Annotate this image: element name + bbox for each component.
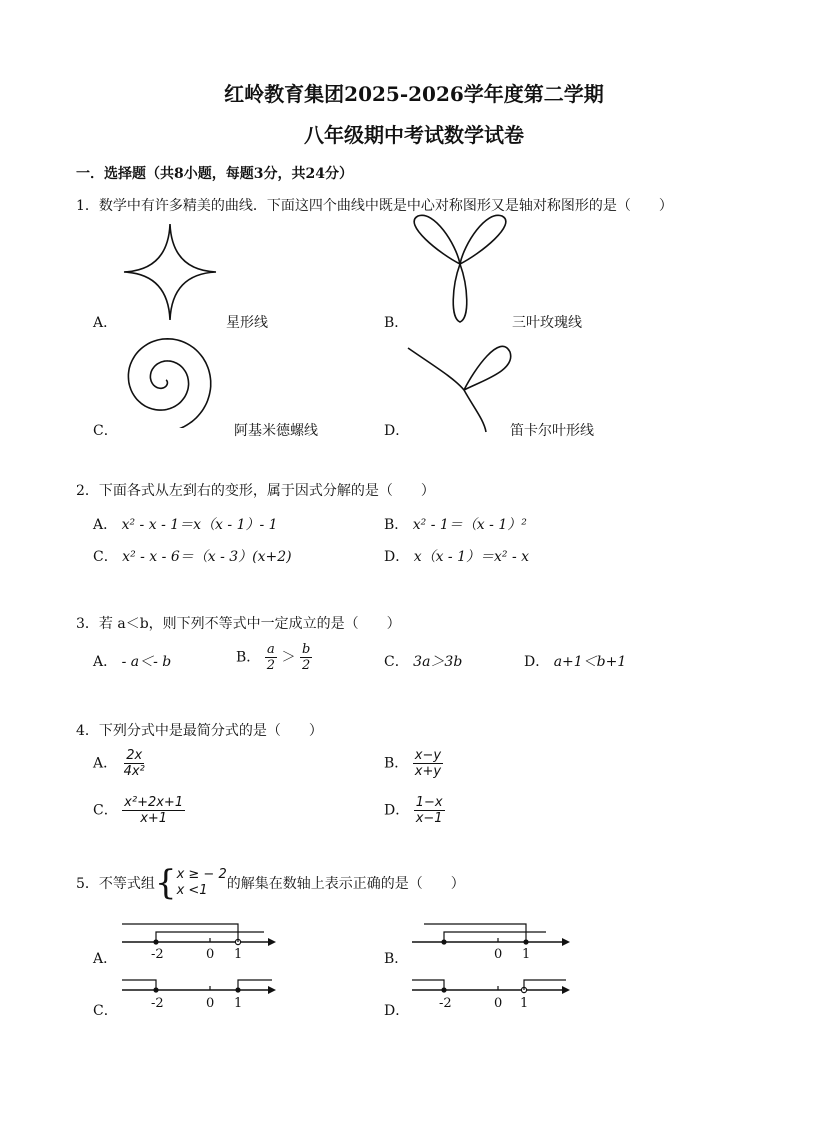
q5-stem-prefix: 5．不等式组 <box>76 876 155 892</box>
q3-option-a[interactable] <box>93 651 171 671</box>
section-heading: 一．选择题（共8小题，每题3分，共24分） <box>76 166 353 182</box>
q2-option-a[interactable] <box>93 514 278 534</box>
q4-option-d-frac <box>414 795 445 826</box>
q5-system <box>177 867 227 899</box>
q5-system-brace: { <box>154 863 177 903</box>
q2-option-c-letter: C． <box>93 549 118 565</box>
q5-d-tick-0: 0 <box>494 996 503 1011</box>
q4-c-numerator: x²+2x+1 <box>124 795 184 810</box>
q4-option-c[interactable] <box>93 795 185 826</box>
q5-b-tick-1: 1 <box>522 947 531 962</box>
q5-option-a-numberline <box>118 912 280 968</box>
q1-stem: 1．数学中有许多精美的曲线．下面这四个曲线中既是中心对称图形又是轴对称图形的是（ ） <box>76 198 673 214</box>
q4-stem: 4．下列分式中是最简分式的是（ ） <box>76 723 323 739</box>
q2-option-d-letter: D． <box>384 549 410 565</box>
q3-option-c-expr: 3a＞3b <box>413 654 463 670</box>
q2-option-b-expr: x² - 1＝（x - 1）² <box>412 517 527 533</box>
q2-option-a-expr: x² - x - 1＝x（x - 1）- 1 <box>121 517 278 533</box>
q4-option-c-frac <box>122 795 185 826</box>
q1-astroid-figure <box>110 222 230 328</box>
q3-b-den2: 2 <box>301 658 311 673</box>
q2-option-d-expr: x（x - 1）＝x² - x <box>413 549 530 565</box>
q4-b-denominator: x+y <box>414 764 442 779</box>
exam-title-line2: 八年级期中考试数学试卷 <box>304 123 524 147</box>
q4-option-c-letter: C． <box>93 802 118 819</box>
q5-option-a-letter[interactable]: A． <box>93 951 118 967</box>
q4-d-numerator: 1−x <box>415 795 443 810</box>
q3-b-den1: 2 <box>266 658 276 673</box>
q3-b-num1: a <box>267 642 275 657</box>
q2-option-c[interactable] <box>93 546 292 566</box>
q1-rose-figure <box>400 214 524 326</box>
q1-option-a-letter[interactable]: A． <box>93 315 118 331</box>
q1-option-b-letter[interactable]: B． <box>384 315 409 331</box>
q1-option-a-caption: 星形线 <box>226 315 268 331</box>
q5-a-tick-0: 0 <box>206 947 215 962</box>
q5-option-b-numberline <box>408 912 574 968</box>
q5-a-tick-1: 1 <box>234 947 243 962</box>
q4-option-d[interactable] <box>384 795 445 826</box>
q4-option-a[interactable] <box>93 748 147 779</box>
q3-option-d-letter: D． <box>524 654 550 670</box>
q3-option-d[interactable] <box>524 651 626 671</box>
q4-option-d-letter: D． <box>384 802 410 819</box>
q5-option-d-numberline <box>408 970 574 1022</box>
q3-option-b[interactable] <box>236 642 312 673</box>
q3-b-num2: b <box>301 642 311 657</box>
q4-option-b[interactable] <box>384 748 443 779</box>
q4-d-denominator: x−1 <box>415 811 443 826</box>
q3-option-c-letter: C． <box>384 654 409 670</box>
q1-folium-figure <box>404 330 524 434</box>
q4-option-b-frac <box>413 748 443 779</box>
q2-stem: 2．下面各式从左到右的变形，属于因式分解的是（ ） <box>76 483 435 499</box>
q4-c-denominator: x+1 <box>140 811 168 826</box>
q4-option-b-letter: B． <box>384 755 409 772</box>
q1-option-c-letter[interactable]: C． <box>93 423 118 439</box>
q2-option-d[interactable] <box>384 546 529 566</box>
q3-option-b-frac1 <box>265 642 277 673</box>
q5-option-c-numberline <box>118 970 280 1022</box>
q1-spiral-figure <box>114 328 236 428</box>
q5-a-tick-neg2: -2 <box>151 947 164 962</box>
q3-option-d-expr: a+1＜b+1 <box>553 654 627 670</box>
q1-option-d-letter[interactable]: D． <box>384 423 410 439</box>
q3-option-b-letter: B． <box>236 649 261 666</box>
q5-c-tick-0: 0 <box>206 996 215 1011</box>
q5-stem-suffix: 的解集在数轴上表示正确的是（ ） <box>226 876 465 892</box>
q5-system-line1: x ≥ − 2 <box>176 867 227 882</box>
q5-option-b-letter[interactable]: B． <box>384 951 409 967</box>
q5-stem <box>76 863 465 903</box>
q4-option-a-letter: A． <box>93 755 118 772</box>
q5-option-d-letter[interactable]: D． <box>384 1003 410 1019</box>
q3-option-b-frac2 <box>300 642 312 673</box>
q4-b-numerator: x−y <box>414 748 442 763</box>
q4-a-denominator: 4x² <box>123 764 145 779</box>
q2-option-b-letter: B． <box>384 517 409 533</box>
q3-b-relation: ＞ <box>281 649 296 666</box>
q5-b-tick-0: 0 <box>494 947 503 962</box>
q1-option-d-caption: 笛卡尔叶形线 <box>510 423 594 439</box>
q3-option-a-letter: A． <box>93 654 118 670</box>
q2-option-c-expr: x² - x - 6＝（x - 3）(x+2) <box>122 549 292 565</box>
q5-system-line2: x <1 <box>176 883 208 898</box>
exam-title-line1: 红岭教育集团2025-2026学年度第二学期 <box>224 82 604 106</box>
q3-stem: 3．若 a＜b，则下列不等式中一定成立的是（ ） <box>76 616 401 632</box>
q5-option-c-letter[interactable]: C． <box>93 1003 118 1019</box>
q2-option-a-letter: A． <box>93 517 118 533</box>
q1-option-b-caption: 三叶玫瑰线 <box>512 315 582 331</box>
q1-option-c-caption: 阿基米德螺线 <box>234 423 318 439</box>
q5-d-tick-1: 1 <box>520 996 529 1011</box>
q4-a-numerator: 2x <box>126 748 143 763</box>
q5-c-tick-neg2: -2 <box>151 996 164 1011</box>
q3-option-c[interactable] <box>384 651 462 671</box>
q2-option-b[interactable] <box>384 514 527 534</box>
q3-option-a-expr: - a＜- b <box>121 654 172 670</box>
q4-option-a-frac <box>122 748 147 779</box>
q5-d-tick-neg2: -2 <box>439 996 452 1011</box>
q5-c-tick-1: 1 <box>234 996 243 1011</box>
